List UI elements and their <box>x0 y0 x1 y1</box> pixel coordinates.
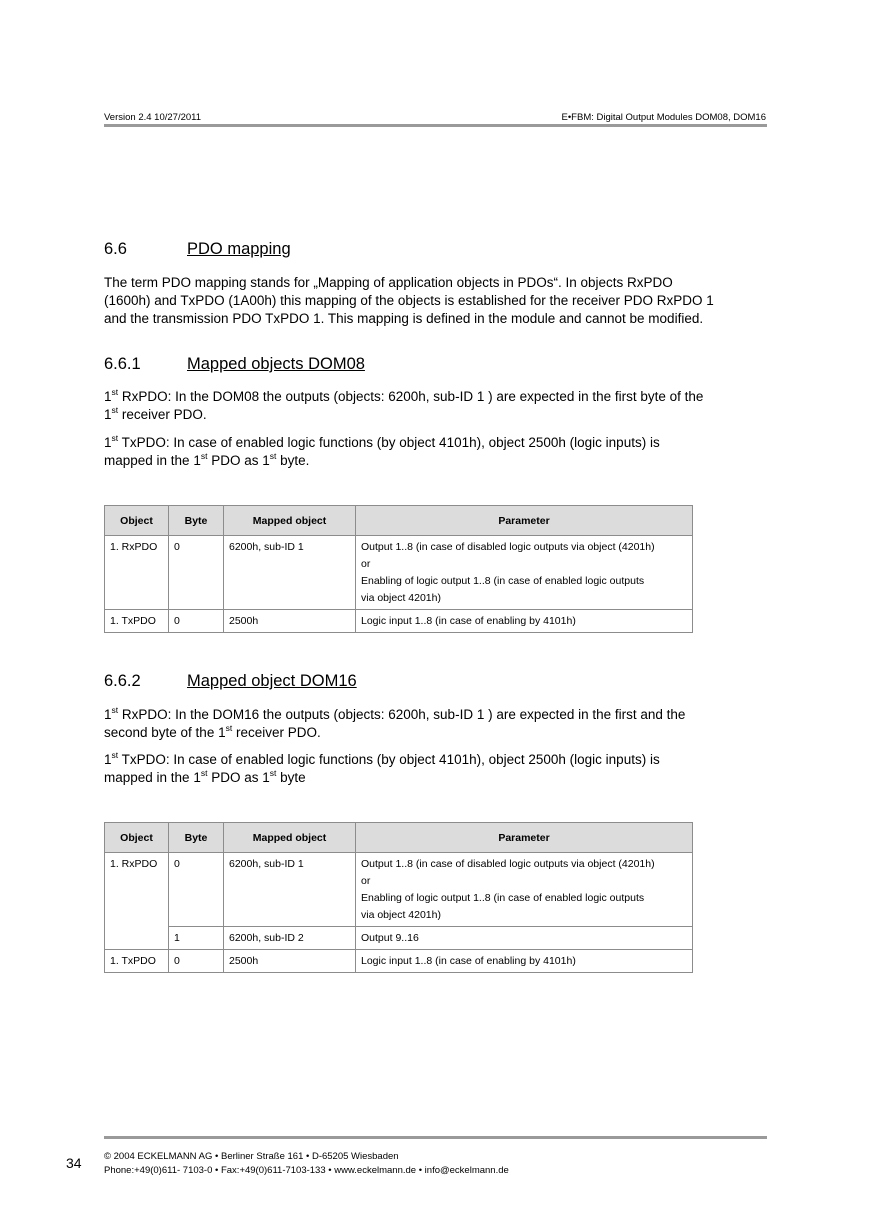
table-row <box>105 927 693 950</box>
column-header: Byte <box>169 823 224 853</box>
byte-cell: 0 <box>169 950 224 973</box>
parameter-cell: Logic input 1..8 (in case of enabling by 4101h) <box>356 610 693 633</box>
table-row <box>105 950 693 973</box>
byte-cell: 1 <box>169 927 224 950</box>
mapped-object-cell: 6200h, sub-ID 2 <box>224 927 356 950</box>
table-header-row <box>105 823 693 853</box>
footer-contact: Phone:+49(0)611- 7103-0 • Fax:+49(0)611-7103-133 • www.eckelmann.de • info@eckelmann.de <box>104 1165 509 1176</box>
column-header: Byte <box>169 506 224 536</box>
object-cell: 1. RxPDO <box>105 853 169 927</box>
byte-cell: 0 <box>169 853 224 927</box>
column-header: Parameter <box>356 506 693 536</box>
column-header: Object <box>105 506 169 536</box>
parameter-cell: Output 1..8 (in case of disabled logic outputs via object (4201h) or Enabling of logic output 1..8 (in case of enabled logic outputs via object 4201h) <box>356 853 693 927</box>
object-cell: 1. TxPDO <box>105 610 169 633</box>
body-line: The term PDO mapping stands for „Mapping of application objects in PDOs“. In objects RxPDO <box>104 275 673 290</box>
rxpdo-paragraph-dom08: 1st RxPDO: In the DOM08 the outputs (objects: 6200h, sub-ID 1 ) are expected in the first byte of the 1st receiver PDO. <box>104 386 704 422</box>
txpdo-paragraph-dom08: 1st TxPDO: In case of enabled logic functions (by object 4101h), object 2500h (logic inputs) is mapped in the 1st PDO as 1st byte. <box>104 432 660 468</box>
section-title: PDO mapping <box>187 240 291 258</box>
footer-address: © 2004 ECKELMANN AG • Berliner Straße 161 • D-65205 Wiesbaden <box>104 1151 399 1162</box>
header-version: Version 2.4 10/27/2011 <box>104 112 202 123</box>
section-heading-6-6-2 <box>104 672 357 691</box>
page-number: 34 <box>66 1155 82 1171</box>
mapped-object-cell: 2500h <box>224 610 356 633</box>
txpdo-paragraph-dom16: 1st TxPDO: In case of enabled logic functions (by object 4101h), object 2500h (logic inputs) is mapped in the 1st PDO as 1st byte <box>104 749 660 785</box>
object-cell <box>105 927 169 950</box>
parameter-cell: Logic input 1..8 (in case of enabling by 4101h) <box>356 950 693 973</box>
section-heading-6-6 <box>104 240 291 259</box>
section-number: 6.6 <box>104 240 127 258</box>
rxpdo-paragraph-dom16: 1st RxPDO: In the DOM16 the outputs (objects: 6200h, sub-ID 1 ) are expected in the first and the second byte of the 1st receiver PDO. <box>104 704 686 740</box>
table-row <box>105 610 693 633</box>
table-row <box>105 536 693 610</box>
column-header: Mapped object <box>224 823 356 853</box>
parameter-cell: Output 1..8 (in case of disabled logic outputs via object (4201h) or Enabling of logic output 1..8 (in case of enabled logic outputs via object 4201h) <box>356 536 693 610</box>
column-header: Parameter <box>356 823 693 853</box>
column-header: Object <box>105 823 169 853</box>
body-line: (1600h) and TxPDO (1A00h) this mapping of the objects is established for the receiver PDO RxPDO 1 <box>104 293 714 308</box>
body-line: and the transmission PDO TxPDO 1. This mapping is defined in the module and cannot be modified. <box>104 311 704 326</box>
parameter-cell: Output 9..16 <box>356 927 693 950</box>
table-header-row <box>105 506 693 536</box>
footer-rule <box>104 1136 767 1139</box>
byte-cell: 0 <box>169 610 224 633</box>
section-6-6-body <box>104 274 714 328</box>
section-title: Mapped object DOM16 <box>187 672 357 690</box>
byte-cell: 0 <box>169 536 224 610</box>
mapped-object-cell: 2500h <box>224 950 356 973</box>
section-title: Mapped objects DOM08 <box>187 355 365 373</box>
object-cell: 1. RxPDO <box>105 536 169 610</box>
object-cell: 1. TxPDO <box>105 950 169 973</box>
header-rule <box>104 124 767 127</box>
mapping-table-dom16 <box>104 822 693 973</box>
section-number: 6.6.2 <box>104 672 141 690</box>
mapped-object-cell: 6200h, sub-ID 1 <box>224 536 356 610</box>
column-header: Mapped object <box>224 506 356 536</box>
header-title: E•FBM: Digital Output Modules DOM08, DOM16 <box>561 112 766 123</box>
mapped-object-cell: 6200h, sub-ID 1 <box>224 853 356 927</box>
section-number: 6.6.1 <box>104 355 141 373</box>
section-heading-6-6-1 <box>104 355 365 374</box>
table-row <box>105 853 693 927</box>
mapping-table-dom08 <box>104 505 693 633</box>
